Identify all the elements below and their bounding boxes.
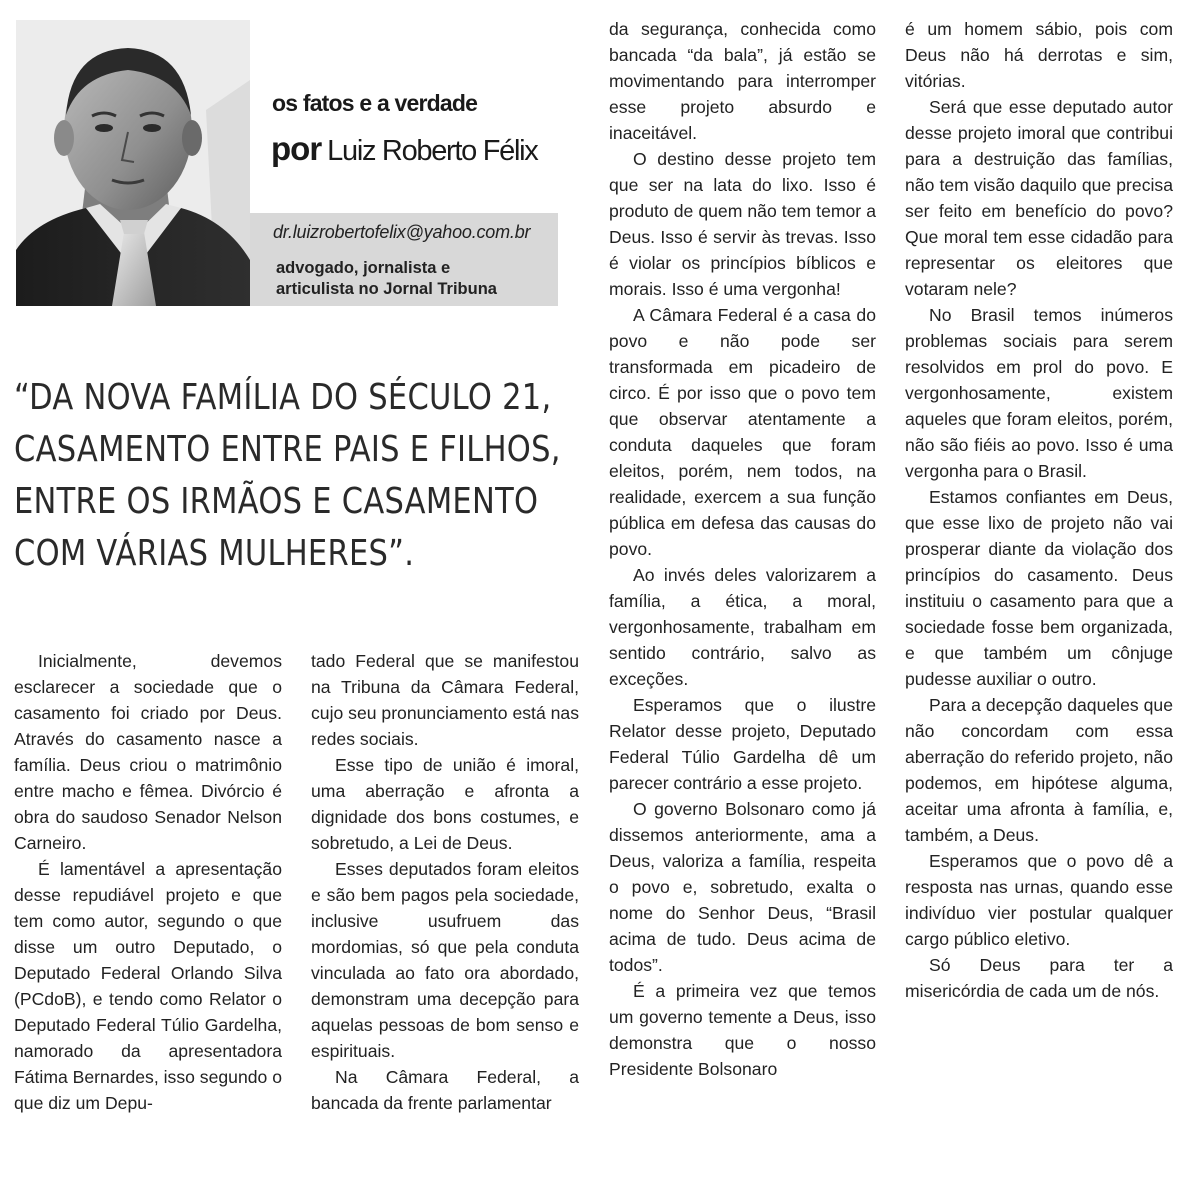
article-paragraph: tado Federal que se manifestou na Tribuna da Câmara Federal, cujo seu pronunciamento está nas redes sociais. [311, 651, 579, 749]
article-paragraph: No Brasil temos inúmeros problemas sociais para serem resolvidos em prol do povo. E vergonhosamente, existem aqueles que foram eleitos, porém, não são fiéis ao povo. Isso é uma vergonha para o Brasil. [905, 305, 1173, 481]
article-paragraph: Para a decepção daqueles que não concordam com essa aberração do referido projeto, não podemos, em hipótese alguma, aceitar uma afronta à família, e, também, a Deus. [905, 695, 1173, 845]
author-email[interactable]: dr.luizrobertofelix@yahoo.com.br [273, 222, 531, 242]
article-paragraph: da segurança, conhecida como bancada “da bala”, já estão se movimentando para interromper esse projeto absurdo e inaceitável. [609, 19, 876, 143]
author-photo [16, 20, 250, 306]
column-name: os fatos e a verdade [272, 90, 478, 116]
pull-quote-line: CASAMENTO ENTRE PAIS E FILHOS, [14, 429, 561, 470]
article-paragraph: Esse tipo de união é imoral, uma aberração e afronta a dignidade dos bons costumes, e sobretudo, a Lei de Deus. [311, 755, 579, 853]
author-bio [276, 258, 556, 300]
pull-quote-line: ENTRE OS IRMÃOS E CASAMENTO [14, 481, 539, 522]
article-paragraph: Será que esse deputado autor desse projeto imoral que contribui para a destruição das famílias, não tem visão daquilo que precisa ser feito em benefício do povo? Que moral tem esse cidadão para representar os eleitores que votaram nele? [905, 97, 1173, 299]
author-bio-line: advogado, jornalista e [276, 259, 451, 277]
author-info-box [250, 213, 558, 306]
article-paragraph: O destino desse projeto tem que ser na lata do lixo. Isso é produto de quem não tem temor a Deus. Isso é servir às trevas. Isso é violar os princípios bíblicos e morais. Isso é uma vergonha! [609, 149, 876, 299]
article-column-1 [14, 648, 282, 1116]
article-paragraph: Ao invés deles valorizarem a família, a ética, a moral, vergonhosamente, trabalham em sentido contrário, salvo as exceções. [609, 565, 876, 689]
article-paragraph: Esses deputados foram eleitos e são bem pagos pela sociedade, inclusive usufruem das mordomias, só que pela conduta vinculada ao fato ora abordado, demonstram uma decepção para aquelas pessoas de bom senso e espirituais. [311, 859, 579, 1061]
pull-quote-line: COM VÁRIAS MULHERES”. [14, 533, 415, 574]
article-paragraph: Inicialmente, devemos esclarecer a sociedade que o casamento foi criado por Deus. Através do casamento nasce a família. Deus criou o matrimônio entre macho e fêmea. Divórcio é obra do saudoso Senador Nelson Carneiro. [14, 651, 282, 853]
article-paragraph: O governo Bolsonaro como já dissemos anteriormente, ama a Deus, valoriza a família, respeita o povo e, sobretudo, exalta o nome do Senhor Deus, “Brasil acima de tudo. Deus acima de todos”. [609, 799, 876, 975]
article-column-4 [905, 16, 1173, 1004]
article-paragraph: Na Câmara Federal, a bancada da frente parlamentar [311, 1067, 579, 1113]
article-paragraph: A Câmara Federal é a casa do povo e não pode ser transformada em picadeiro de circo. É por isso que o povo tem que observar atentamente a conduta daqueles que foram eleitos, porém, nem todos, na realidade, exercem a sua função pública em defesa das causas do povo. [609, 305, 876, 559]
byline [271, 130, 538, 168]
article-paragraph: é um homem sábio, pois com Deus não há derrotas e sim, vitórias. [905, 19, 1173, 91]
article-paragraph: É a primeira vez que temos um governo temente a Deus, isso demonstra que o nosso Presidente Bolsonaro [609, 981, 876, 1079]
article-column-2 [311, 648, 579, 1116]
byline-prefix: por [271, 130, 322, 167]
author-bio-line: articulista no Jornal Tribuna [276, 280, 497, 298]
article-paragraph: Esperamos que o ilustre Relator desse projeto, Deputado Federal Túlio Gardelha dê um parecer contrário a esse projeto. [609, 695, 876, 793]
article-paragraph: Só Deus para ter a misericórdia de cada um de nós. [905, 955, 1173, 1001]
pull-quote-line: “DA NOVA FAMÍLIA DO SÉCULO 21, [14, 377, 552, 418]
article-column-3 [609, 16, 876, 1082]
article-paragraph: Esperamos que o povo dê a resposta nas urnas, quando esse indivíduo vier postular qualquer cargo público eletivo. [905, 851, 1173, 949]
author-name: Luiz Roberto Félix [327, 135, 538, 167]
article-paragraph: É lamentável a apresentação desse repudiável projeto e que tem como autor, segundo o que disse um outro Deputado, o Deputado Federal Orlando Silva (PCdoB), e tendo como Relator o Deputado Federal Túlio Gardelha, namorado da apresentadora Fátima Bernardes, isso segundo o que diz um Depu- [14, 859, 282, 1113]
pull-quote [14, 372, 561, 580]
article-paragraph: Estamos confiantes em Deus, que esse lixo de projeto não vai prosperar diante da violação dos princípios do casamento. Deus instituiu o casamento para que a sociedade fosse bem organizada, e que também um cônjuge pudesse auxiliar o outro. [905, 487, 1173, 689]
